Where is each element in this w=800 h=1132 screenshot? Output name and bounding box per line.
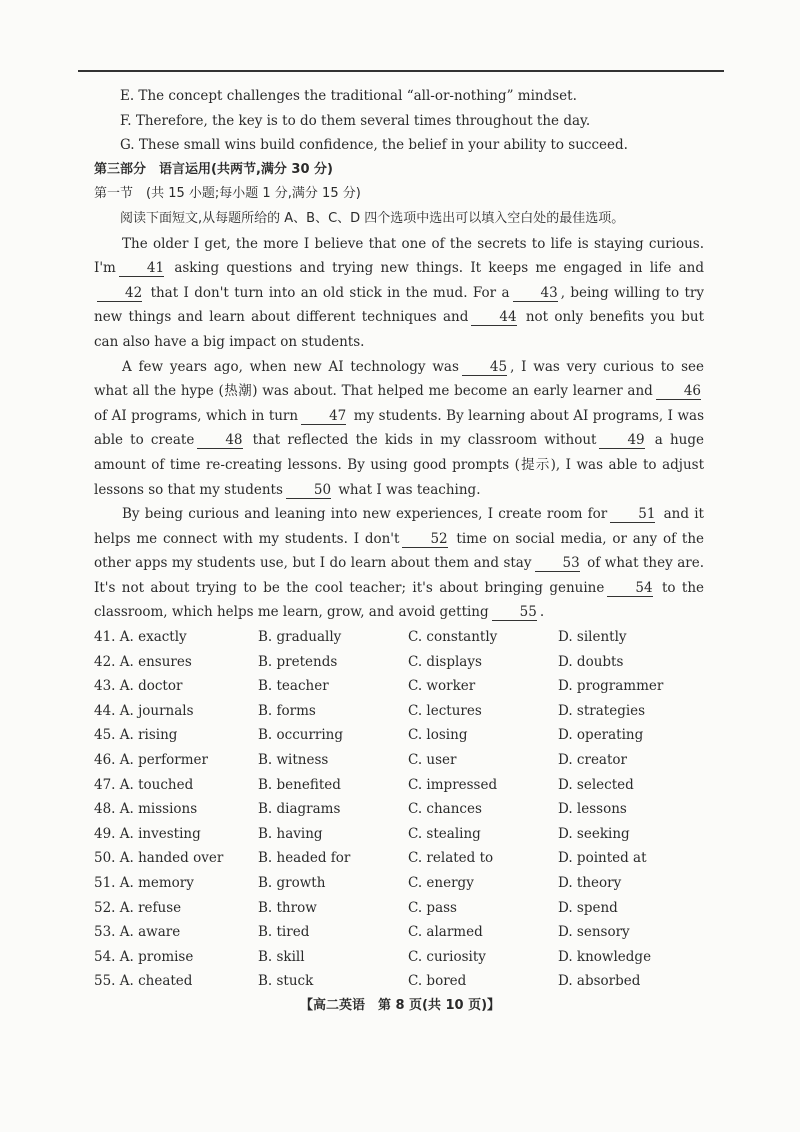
choice-option: 53. A. aware [94,924,181,941]
passage-text: asking questions and trying new things. It keeps me engaged in life and [167,260,704,277]
blank-55: 55 [492,604,537,621]
choice-option: 47. A. touched [94,776,194,793]
choice-option: B. growth [258,875,326,891]
passage-paragraph-3 [94,502,704,625]
passage-text: of what they are. It's not about trying to be the cool teacher; it's about bringing genuine [94,555,705,596]
choice-option: D. knowledge [558,948,652,965]
blank-46: 46 [656,383,701,400]
choice-option: D. sensory [558,924,630,941]
part-title: 第三部分 语言运用(共两节,满分 30 分) [94,161,333,177]
choice-option: 45. A. rising [94,727,178,744]
choice-row [94,871,704,896]
choice-option: D. spend [558,899,618,916]
choices-list [94,625,704,994]
choice-option: C. alarmed [408,924,483,941]
choice-option: 46. A. performer [94,752,208,769]
choice-row [94,650,704,675]
passage-text: and it helps me connect with my students. I don't [94,506,704,547]
choice-option: 50. A. handed over [94,850,224,867]
passage-paragraph-1 [94,232,704,355]
choice-option: B. having [258,825,323,842]
choice-option: B. pretends [258,653,338,670]
passage-text: not only benefits you but can also have a big impact on students. [94,309,704,350]
choice-option: C. lectures [408,702,482,719]
choice-option: D. doubts [558,653,624,670]
passage-text: . [539,604,545,621]
choice-option: D. programmer [558,678,664,695]
choice-option: B. occurring [258,727,344,744]
choice-row [94,920,704,945]
choice-option: C. user [408,752,457,769]
choice-option: D. selected [558,776,634,793]
choice-option: C. losing [408,727,468,744]
choice-option: B. forms [258,702,316,719]
choice-row [94,773,704,798]
choice-option: B. tired [258,924,310,941]
choice-option: 42. A. ensures [94,653,192,670]
passage-text: a huge amount of time re-creating lessons. By using good prompts (提示), I was able to adjust lessons so that my students [94,432,704,498]
choice-option: B. gradually [258,629,342,646]
passage-text: that I don't turn into an old stick in the mud. For a [145,284,510,301]
exam-page [94,84,704,994]
choice-option: 41. A. exactly [94,629,187,646]
choice-row [94,674,704,699]
choice-row [94,822,704,847]
choice-option: 49. A. investing [94,825,201,842]
directions: 阅读下面短文,从每题所给的 A、B、C、D 四个选项中选出可以填入空白处的最佳选项。 [120,210,625,226]
choice-option: C. bored [408,973,467,990]
passage-text: to the classroom, which helps me learn, grow, and avoid getting [94,579,704,621]
choice-option: B. teacher [258,678,329,695]
passage-text: By being curious and leaning into new experiences, I create room for [122,506,608,523]
choice-option: C. energy [408,875,474,891]
choice-option: 54. A. promise [94,948,194,965]
passage-text: of AI programs, which in turn [94,407,299,424]
choice-option: D. strategies [558,702,646,719]
choice-option: D. seeking [558,825,630,842]
passage-text: what I was teaching. [334,481,481,498]
choice-option: C. constantly [408,629,498,646]
choice-row [94,625,704,650]
choice-option: 43. A. doctor [94,678,183,695]
choice-option: C. chances [408,801,482,818]
choice-option: C. displays [408,653,482,670]
passage-text: The older I get, the more I believe that one of the secrets to life is staying curious. I'm [94,235,704,277]
choice-option: C. curiosity [408,948,486,965]
blank-43: 43 [513,285,558,302]
blank-53: 53 [535,555,580,572]
passage-text: , I was very curious to see what all the hype (热潮) was about. That helped me become an early learner and [94,358,704,400]
page-footer: 【高二英语 第 8 页(共 10 页)】 [299,998,501,1013]
passage-text: that reflected the kids in my classroom without [245,432,597,449]
blank-42: 42 [97,285,142,302]
passage-text: A few years ago, when new AI technology was [122,358,459,375]
choice-option: C. worker [408,678,476,695]
choice-row [94,846,704,871]
choice-row [94,896,704,921]
choice-option: B. skill [258,948,305,965]
blank-45: 45 [462,359,507,376]
choice-option: D. creator [558,752,627,769]
option-e: E. The concept challenges the traditional “all-or-nothing” mindset. [120,88,577,104]
choice-option: B. diagrams [258,801,341,818]
header-rule [78,70,724,72]
blank-48: 48 [197,432,242,449]
choice-option: B. headed for [258,850,351,867]
blank-51: 51 [610,506,655,523]
choice-row [94,797,704,822]
choice-option: 55. A. cheated [94,973,193,990]
choice-row [94,969,704,994]
choice-option: 52. A. refuse [94,899,182,916]
blank-49: 49 [599,432,644,449]
blank-44: 44 [471,309,516,326]
section-title: 第一节 (共 15 小题;每小题 1 分,满分 15 分) [94,186,361,202]
choice-option: B. benefited [258,776,341,793]
choice-option: 44. A. journals [94,702,194,719]
passage-text: , being willing to try new things and learn about different techniques and [94,284,704,326]
choice-option: 51. A. memory [94,875,194,891]
blank-52: 52 [402,531,447,548]
choice-option: C. impressed [408,776,498,793]
choice-option: D. theory [558,875,622,891]
blank-50: 50 [286,482,331,499]
passage-text: my students. By learning about AI programs, I was able to create [94,407,705,449]
choice-option: C. stealing [408,825,481,842]
choice-row [94,699,704,724]
choice-option: 48. A. missions [94,801,198,818]
choice-option: C. related to [408,850,494,867]
choice-row [94,723,704,748]
blank-41: 41 [119,260,164,277]
choice-option: D. operating [558,727,644,744]
choice-row [94,748,704,773]
passage-text: time on social media, or any of the other apps my students use, but I do learn about them and stay [94,530,705,572]
choice-option: C. pass [408,899,457,916]
choice-option: D. lessons [558,801,627,818]
choice-option: D. absorbed [558,973,641,990]
option-g: G. These small wins build confidence, the belief in your ability to succeed. [120,137,628,154]
choice-option: B. witness [258,752,329,769]
option-f: F. Therefore, the key is to do them several times throughout the day. [120,112,591,129]
choice-row [94,945,704,970]
blank-47: 47 [301,408,346,425]
passage-paragraph-2 [94,355,704,503]
choice-option: D. silently [558,629,627,646]
choice-option: B. stuck [258,973,314,990]
choice-option: D. pointed at [558,850,647,867]
choice-option: B. throw [258,899,317,916]
blank-54: 54 [607,580,652,597]
